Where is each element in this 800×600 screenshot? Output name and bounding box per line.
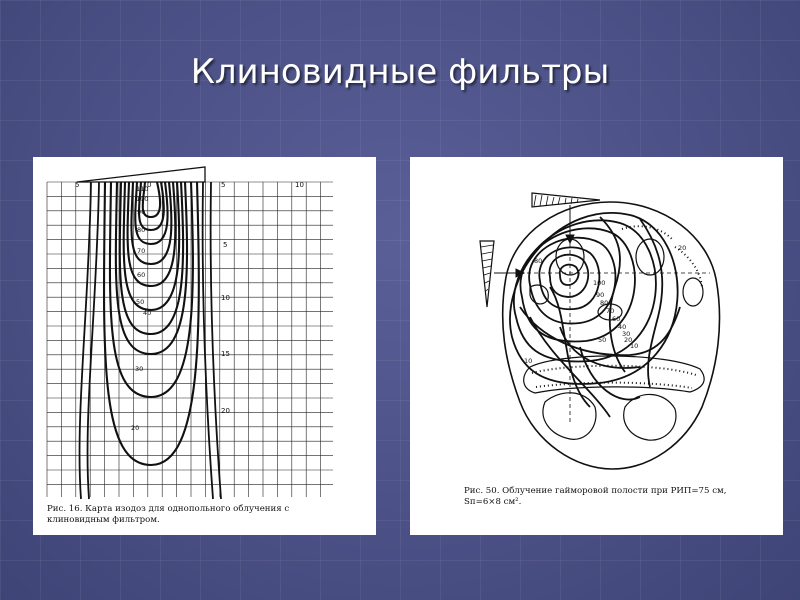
- isodose-map-figure-50: [410, 157, 783, 535]
- isodose-label: 10: [524, 357, 533, 365]
- isodose-label: 50: [598, 336, 607, 344]
- isodose-label: 80: [534, 257, 543, 265]
- depth-label: 10: [221, 294, 230, 302]
- caption-line: Рис. 16. Карта изодоз для однопольного облучения с: [47, 504, 290, 514]
- isodose-label: 70: [137, 247, 146, 255]
- slide-title: Клиновидные фильтры: [190, 52, 610, 92]
- isodose-label: 50: [136, 298, 145, 306]
- isodose-label: 100: [136, 195, 149, 203]
- isodose-label: 40: [143, 309, 152, 317]
- isodose-label: 100: [593, 279, 606, 287]
- scale-label: 5: [221, 181, 226, 189]
- isodose-label: 110: [136, 185, 149, 193]
- depth-labels: [221, 241, 230, 415]
- isodose-label: 20: [678, 244, 687, 252]
- depth-label: 20: [221, 407, 230, 415]
- sinus-irradiation-drawing: [410, 157, 783, 535]
- isodose-label: 30: [135, 365, 144, 373]
- skull-anatomy: [524, 239, 704, 440]
- figure-16-caption: [47, 504, 367, 526]
- isodose-label: 60: [612, 315, 621, 323]
- isodose-label: 90: [137, 208, 146, 216]
- isodose-label: 20: [624, 336, 633, 344]
- caption-line: Рис. 50. Облучение гайморовой полости при РИП=75 см,: [464, 486, 727, 496]
- isodose-curve: [128, 182, 176, 286]
- isodose-label: 90: [596, 291, 605, 299]
- isodose-label: 60: [137, 271, 146, 279]
- isodose-map-figure-16: [33, 157, 376, 535]
- scale-label: 0: [147, 181, 152, 189]
- figure-50-caption: [464, 486, 776, 508]
- isodose-curve: [104, 182, 199, 465]
- isodose-map-16-drawing: [33, 157, 376, 535]
- isodose-label: 10: [630, 342, 639, 350]
- depth-label: 15: [221, 350, 230, 358]
- isodose-label: 30: [622, 330, 631, 338]
- isodose-label: 70: [606, 307, 615, 315]
- scale-label: 5: [75, 181, 80, 189]
- isodose-curves: [510, 213, 680, 417]
- isodose-label: 80: [600, 299, 609, 307]
- scale-label: 10: [295, 181, 304, 189]
- caption-line: Sп=6×8 см².: [464, 497, 522, 507]
- caption-line: клиновидным фильтром.: [47, 515, 160, 525]
- wedge-filter-shape: [77, 167, 205, 182]
- depth-label: 5: [223, 241, 228, 249]
- isodose-label: 40: [618, 323, 627, 331]
- isodose-label: 80: [137, 226, 146, 234]
- isodose-label: 20: [131, 424, 140, 432]
